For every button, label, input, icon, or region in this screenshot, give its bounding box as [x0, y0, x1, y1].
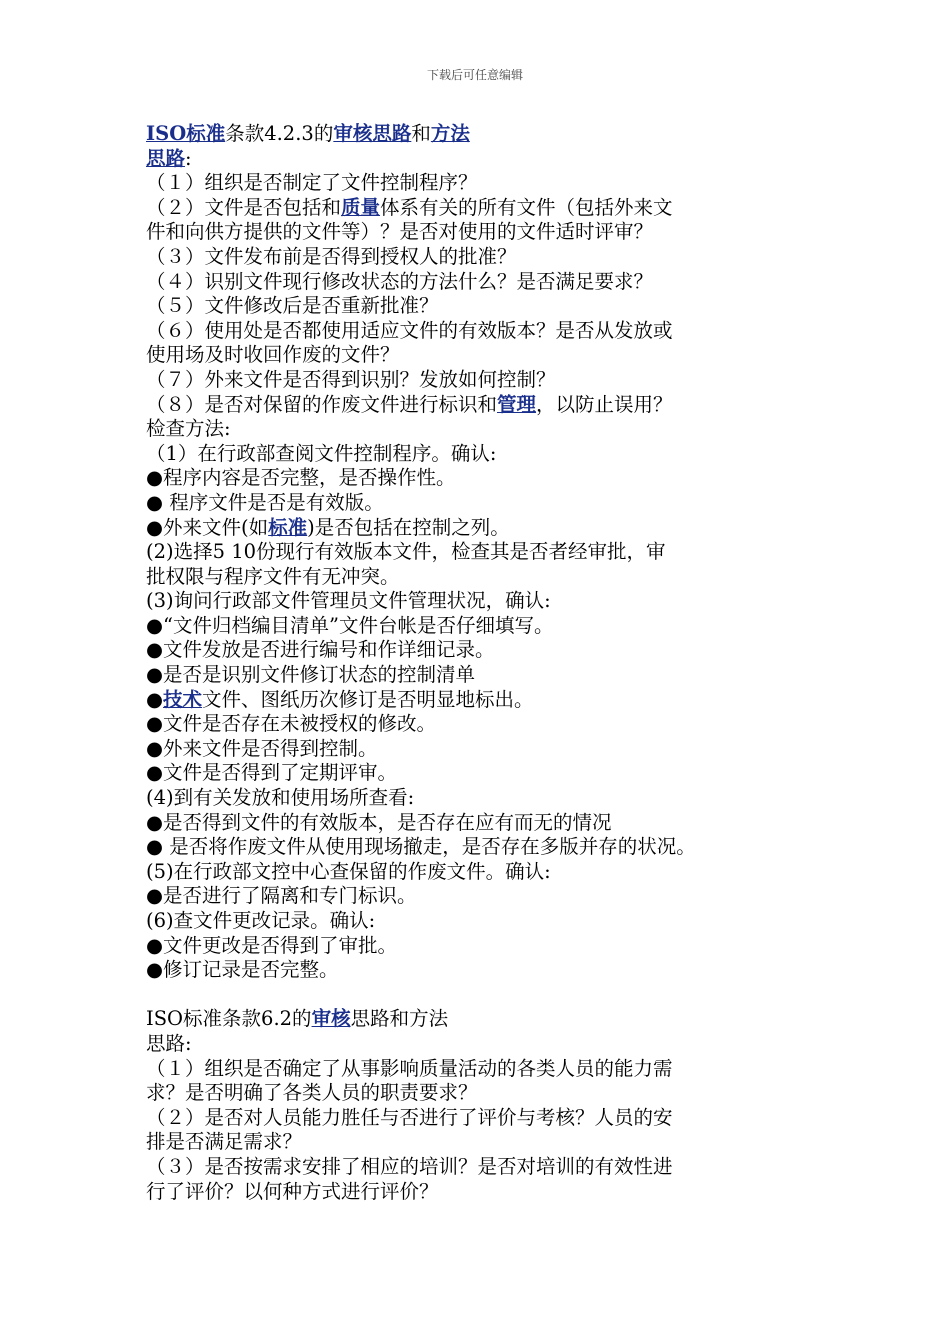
- text-line: [146, 589, 826, 614]
- text-span: （２）是否对人员能力胜任与否进行了评价与考核？人员的安: [146, 1105, 673, 1129]
- text-span: ，以防止误用？: [536, 392, 673, 416]
- text-line: [146, 860, 826, 885]
- text-line: [146, 466, 826, 491]
- hyperlink[interactable]: ISO标准: [146, 122, 226, 145]
- text-line: [146, 245, 826, 270]
- text-span: ●文件是否存在未被授权的修改。: [146, 712, 437, 736]
- text-span: (6)查文件更改记录。确认:: [146, 909, 376, 932]
- text-span: （４）识别文件现行修改状态的方法什么？是否满足要求？: [146, 269, 654, 293]
- hyperlink[interactable]: 审核思路: [333, 122, 412, 145]
- text-span: ●: [146, 687, 164, 711]
- text-span: ●文件是否得到了定期评审。: [146, 761, 398, 785]
- text-line: [146, 786, 826, 811]
- page-header: 下载后可任意编辑: [426, 68, 523, 82]
- text-line: [146, 884, 826, 909]
- text-span: ● 是否将作废文件从使用现场撤走，是否存在多版并存的状况。: [146, 835, 696, 859]
- text-line: [146, 540, 826, 565]
- text-line: [146, 1007, 826, 1032]
- text-span: ●外来文件(如: [146, 515, 269, 539]
- text-line: [146, 958, 826, 983]
- text-span: ●程序内容是否完整，是否操作性。: [146, 466, 456, 490]
- text-line: [146, 417, 826, 442]
- text-span: 行了评价？以何种方式进行评价？: [146, 1179, 439, 1203]
- text-span: ●是否得到文件的有效版本，是否存在应有而无的情况: [146, 810, 612, 834]
- text-line: [146, 1057, 826, 1082]
- text-line: [146, 171, 826, 196]
- text-span: (2)选择5 10份现行有效版本文件，检查其是否者经审批，审: [146, 540, 666, 564]
- text-line: [146, 368, 826, 393]
- text-line: [146, 1081, 826, 1106]
- text-span: （６）使用处是否都使用适应文件的有效版本？是否从发放或: [146, 318, 673, 342]
- text-line: [146, 319, 826, 344]
- text-span: （５）文件修改后是否重新批准？: [146, 294, 439, 318]
- text-span: 体系有关的所有文件（包括外来文: [380, 195, 673, 219]
- text-line: [146, 1180, 826, 1205]
- text-line: [146, 737, 826, 762]
- text-span: )是否包括在控制之列。: [307, 515, 510, 539]
- text-span: （８）是否对保留的作废文件进行标识和: [146, 392, 498, 416]
- text-line: [146, 147, 826, 172]
- text-line: [146, 565, 826, 590]
- text-span: ●文件发放是否进行编号和作详细记录。: [146, 638, 495, 662]
- text-line: [146, 688, 826, 713]
- text-line: [146, 1155, 826, 1180]
- text-span: ISO标准条款6.2的: [146, 1007, 312, 1031]
- text-span: (3)询问行政部文件管理员文件管理状况，确认:: [146, 589, 551, 613]
- text-span: 思路:: [146, 1031, 192, 1055]
- text-line: [146, 196, 826, 221]
- text-span: 排是否满足需求？: [146, 1130, 303, 1154]
- text-line: [146, 614, 826, 639]
- text-line: [146, 220, 826, 245]
- text-span: ● 程序文件是否是有效版。: [146, 490, 384, 514]
- text-span: 思路和方法: [350, 1007, 449, 1031]
- text-span: 和: [411, 122, 431, 145]
- text-span: （７）外来文件是否得到识别？发放如何控制？: [146, 367, 556, 391]
- text-span: 批权限与程序文件有无冲突。: [146, 564, 400, 588]
- text-line: [146, 663, 826, 688]
- text-span: ●“文件归档编目清单”文件台帐是否仔细填写。: [146, 613, 554, 637]
- text-line: [146, 761, 826, 786]
- text-span: （２）文件是否包括和: [146, 195, 342, 219]
- text-span: （1）在行政部查阅文件控制程序。确认:: [146, 441, 497, 465]
- text-span: ●文件更改是否得到了审批。: [146, 933, 398, 957]
- text-span: 求？是否明确了各类人员的职责要求？: [146, 1081, 478, 1105]
- text-span: ●是否是识别文件修订状态的控制清单: [146, 663, 476, 687]
- text-line: [146, 712, 826, 737]
- hyperlink[interactable]: 标准: [268, 515, 308, 539]
- hyperlink[interactable]: 技术: [163, 687, 203, 711]
- text-line: [146, 1130, 826, 1155]
- text-span: :: [185, 146, 192, 170]
- text-span: （３）是否按需求安排了相应的培训？是否对培训的有效性进: [146, 1154, 673, 1178]
- text-span: ●修订记录是否完整。: [146, 958, 339, 982]
- text-line: [146, 1032, 826, 1057]
- hyperlink[interactable]: 审核: [311, 1007, 351, 1031]
- hyperlink[interactable]: 方法: [430, 122, 470, 145]
- document-body: [146, 122, 826, 1204]
- text-span: 检查方法:: [146, 417, 231, 441]
- text-line: [146, 491, 826, 516]
- text-line: [146, 811, 826, 836]
- text-line: [146, 516, 826, 541]
- text-span: （１）组织是否制定了文件控制程序？: [146, 171, 478, 195]
- text-line: [146, 909, 826, 934]
- paragraph-gap: [146, 983, 826, 1008]
- text-line: [146, 270, 826, 295]
- text-line: [146, 294, 826, 319]
- text-span: ●外来文件是否得到控制。: [146, 736, 378, 760]
- text-line: [146, 1106, 826, 1131]
- hyperlink[interactable]: 管理: [497, 392, 537, 416]
- text-line: [146, 934, 826, 959]
- hyperlink[interactable]: 思路: [146, 146, 186, 170]
- text-span: （１）组织是否确定了从事影响质量活动的各类人员的能力需: [146, 1056, 673, 1080]
- text-line: [146, 442, 826, 467]
- text-span: (5)在行政部文控中心查保留的作废文件。确认:: [146, 859, 551, 883]
- text-span: ●是否进行了隔离和专门标识。: [146, 884, 417, 908]
- text-span: （３）文件发布前是否得到授权人的批准？: [146, 244, 517, 268]
- text-line: [146, 393, 826, 418]
- text-span: 使用场及时收回作废的文件？: [146, 343, 400, 367]
- text-span: 条款4.2.3的: [225, 122, 334, 145]
- hyperlink[interactable]: 质量: [341, 195, 381, 219]
- text-line: [146, 835, 826, 860]
- text-span: 文件、图纸历次修订是否明显地标出。: [202, 687, 534, 711]
- text-span: 件和向供方提供的文件等）？是否对使用的文件适时评审？: [146, 220, 654, 244]
- text-line: [146, 638, 826, 663]
- text-line: [146, 343, 826, 368]
- text-line: [146, 122, 826, 147]
- text-span: (4)到有关发放和使用场所查看:: [146, 786, 415, 810]
